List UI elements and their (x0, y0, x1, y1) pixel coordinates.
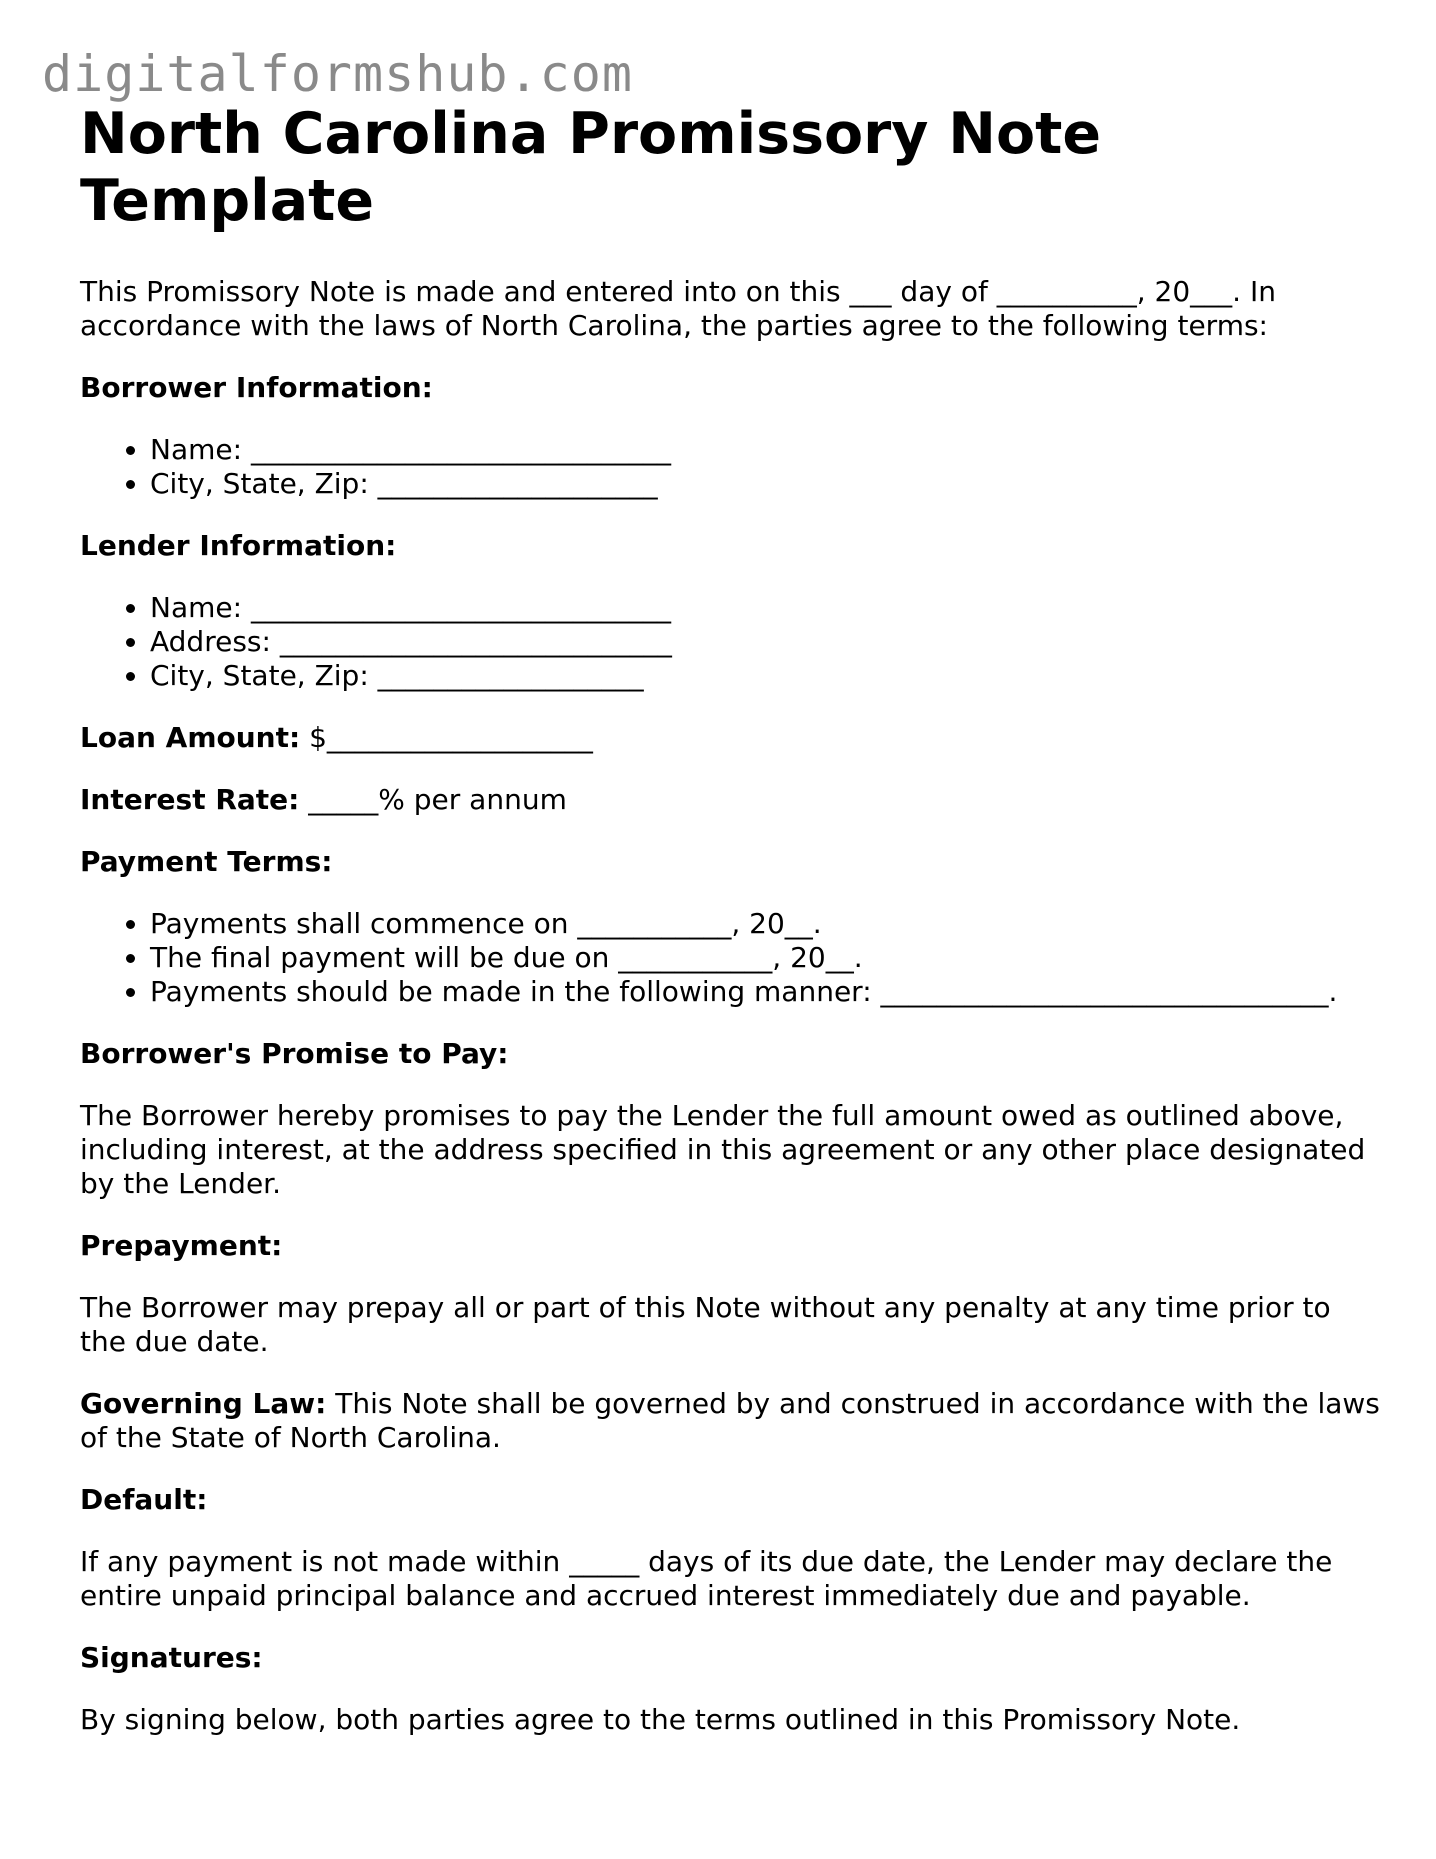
payment-final-item: • The final payment will be due on ___________, 20__. (150, 941, 1380, 975)
interest-rate-line (80, 783, 1380, 817)
document-body (80, 101, 1380, 1737)
payment-commence-item: • Payments shall commence on ___________, 20__. (150, 907, 1380, 941)
prepayment-heading: Prepayment: (80, 1229, 283, 1262)
promise-heading: Borrower's Promise to Pay: (80, 1037, 509, 1070)
interest-rate-value: _____% per annum (308, 783, 567, 816)
loan-amount-label: Loan Amount: (80, 721, 301, 754)
borrower-name-item: • Name: ______________________________ (150, 433, 1380, 467)
borrower-list (80, 433, 1380, 501)
signatures-paragraph: By signing below, both parties agree to the terms outlined in this Promissory Note. (80, 1703, 1241, 1736)
lender-address-item: • Address: ____________________________ (150, 625, 1380, 659)
default-paragraph: If any payment is not made within _____ days of its due date, the Lender may declare the entire unpaid principal balance and accrued interest immediately due and payable. (80, 1545, 1333, 1612)
default-heading: Default: (80, 1483, 208, 1516)
payment-manner-item: • Payments should be made in the following manner: ________________________________. (150, 975, 1380, 1009)
promise-paragraph: The Borrower hereby promises to pay the Lender the full amount owed as outlined above, including interest, at the address specified in this agreement or any other place designated by the Lender. (80, 1099, 1366, 1200)
intro-paragraph: This Promissory Note is made and entered into on this ___ day of __________, 20___. In accordance with the laws of North Carolina, the parties agree to the following terms: (80, 275, 1276, 342)
borrower-heading: Borrower Information: (80, 371, 433, 404)
prepayment-paragraph: The Borrower may prepay all or part of this Note without any penalty at any time prior to the due date. (80, 1291, 1331, 1358)
lender-city-item: • City, State, Zip: ___________________ (150, 659, 1380, 693)
governing-law-paragraph (80, 1387, 1380, 1455)
lender-heading: Lender Information: (80, 529, 397, 562)
interest-rate-label: Interest Rate: (80, 783, 300, 816)
lender-name-item: • Name: ______________________________ (150, 591, 1380, 625)
watermark: digitalformshub.com (42, 45, 633, 103)
governing-law-text: This Note shall be governed by and construed in accordance with the laws of the State of North Carolina. (80, 1387, 1380, 1454)
lender-list (80, 591, 1380, 693)
borrower-city-item: • City, State, Zip: ____________________ (150, 467, 1380, 501)
signatures-heading: Signatures: (80, 1641, 263, 1674)
loan-amount-value: $___________________ (309, 721, 593, 754)
loan-amount-line (80, 721, 1380, 755)
payment-terms-list (80, 907, 1380, 1009)
page-title: North Carolina Promissory Note Template (80, 101, 1102, 234)
payment-terms-heading: Payment Terms: (80, 845, 333, 878)
governing-law-label: Governing Law: (80, 1387, 327, 1420)
